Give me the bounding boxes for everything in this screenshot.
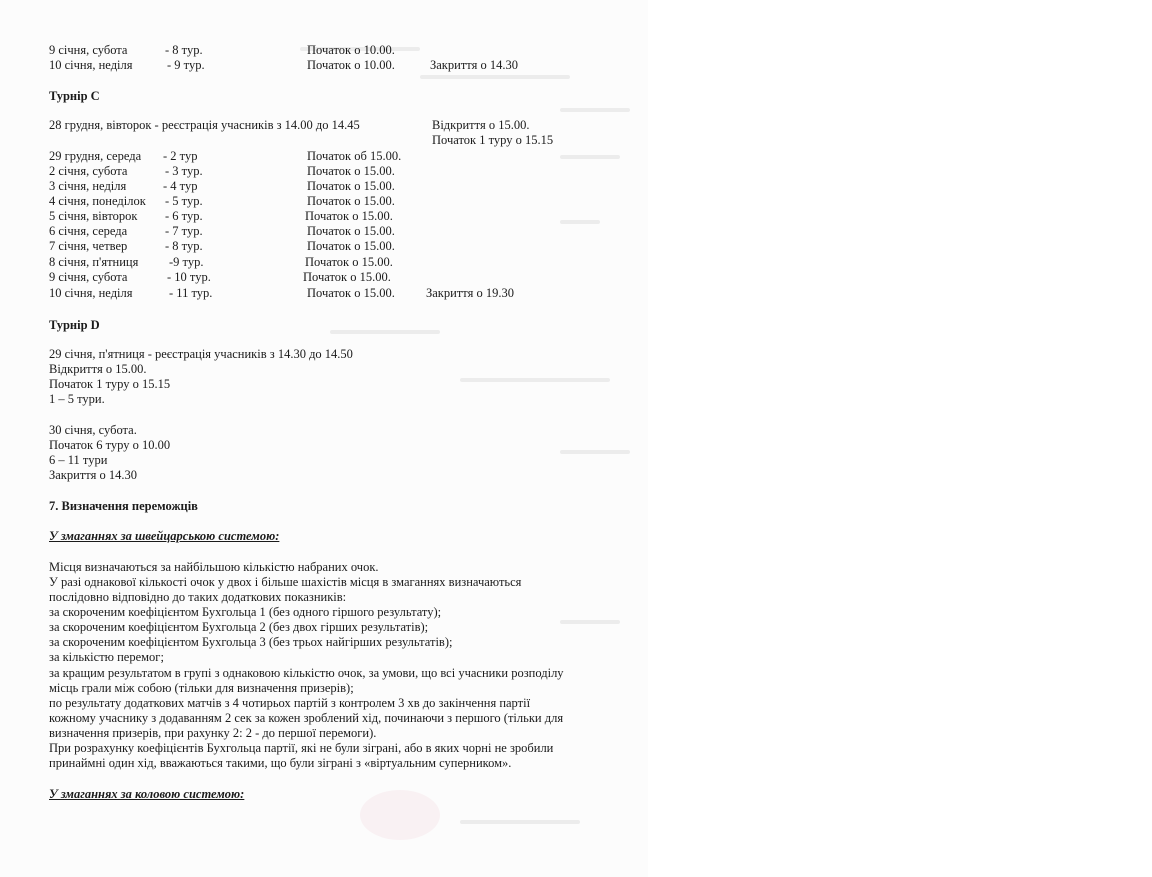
paragraph-line: При розрахунку коефіцієнтів Бухгольца партії, які не були зіграні, або в яких чорні не зробили [49,741,554,755]
tournament-d-title: Турнір D [49,318,100,332]
tournament-d-line: 29 січня, п'ятниця - реєстрація учасників з 14.30 до 14.50 [49,347,353,361]
schedule-date: 2 січня, субота [49,164,128,178]
schedule-start: Початок о 15.00. [307,224,395,238]
schedule-round: - 9 тур. [167,58,205,72]
schedule-start: Початок о 15.00. [305,209,393,223]
schedule-date: 4 січня, понеділок [49,194,146,208]
paragraph-line: послідовно відповідно до таких додаткових показників: [49,590,347,604]
round-robin-heading: У змаганнях за коловою системою: [49,787,245,801]
tournament-c-opening: Відкриття о 15.00. [432,118,530,132]
tournament-d-line: 30 січня, субота. [49,423,137,437]
schedule-round: - 11 тур. [169,286,213,300]
schedule-start: Початок о 15.00. [307,164,395,178]
schedule-closing: Закриття о 19.30 [426,286,514,300]
tournament-c-round1: Початок 1 туру о 15.15 [432,133,554,147]
bleed-through-mark [460,820,580,824]
section-title: 7. Визначення переможців [49,499,198,513]
schedule-date: 7 січня, четвер [49,239,128,253]
schedule-round: -9 тур. [169,255,204,269]
schedule-round: - 8 тур. [165,43,203,57]
schedule-start: Початок о 15.00. [307,179,395,193]
bleed-through-mark [560,155,620,159]
schedule-start: Початок о 15.00. [303,270,391,284]
schedule-date: 9 січня, субота [49,43,128,57]
schedule-round: - 6 тур. [165,209,203,223]
swiss-system-heading: У змаганнях за швейцарською системою: [49,529,280,543]
schedule-start: Початок о 15.00. [305,255,393,269]
schedule-start: Початок о 10.00. [307,43,395,57]
schedule-date: 29 грудня, середа [49,149,142,163]
bleed-through-mark [330,330,440,334]
schedule-round: - 10 тур. [167,270,211,284]
schedule-round: - 2 тур [163,149,198,163]
schedule-date: 6 січня, середа [49,224,128,238]
paragraph-line: за скороченим коефіцієнтом Бухгольца 2 (без двох гірших результатів); [49,620,429,634]
paragraph-line: Місця визначаються за найбільшою кількістю набраних очок. [49,560,379,574]
schedule-start: Початок о 15.00. [307,286,395,300]
paragraph-line: У разі однакової кількості очок у двох і більше шахістів місця в змаганнях визначаються [49,575,522,589]
paragraph-line: за кращим результатом в групі з однаковою кількістю очок, за умови, що всі учасники розподілу [49,666,564,680]
tournament-d-line: 1 – 5 тури. [49,392,105,406]
bleed-through-mark [560,450,630,454]
schedule-round: - 3 тур. [165,164,203,178]
schedule-round: - 7 тур. [165,224,203,238]
bleed-through-mark [460,378,610,382]
bleed-through-mark [560,108,630,112]
tournament-d-line: 6 – 11 тури [49,453,108,467]
schedule-start: Початок о 10.00. [307,58,395,72]
tournament-d-line: Відкриття о 15.00. [49,362,147,376]
schedule-round: - 5 тур. [165,194,203,208]
schedule-closing: Закриття о 14.30 [430,58,518,72]
schedule-date: 10 січня, неділя [49,58,133,72]
bleed-through-mark [560,620,620,624]
tournament-c-title: Турнір С [49,89,100,103]
tournament-d-line: Початок 1 туру о 15.15 [49,377,171,391]
paragraph-line: по результату додаткових матчів з 4 чотирьох партій з контролем 3 хв до закінчення партії [49,696,531,710]
tournament-c-registration: 28 грудня, вівторок - реєстрація учасників з 14.00 до 14.45 [49,118,360,132]
faint-stamp-mark [360,790,440,840]
schedule-round: - 8 тур. [165,239,203,253]
schedule-round: - 4 тур [163,179,198,193]
schedule-start: Початок о 15.00. [307,239,395,253]
schedule-start: Початок о 15.00. [307,194,395,208]
bleed-through-mark [420,75,570,79]
tournament-d-line: Закриття о 14.30 [49,468,137,482]
schedule-date: 10 січня, неділя [49,286,133,300]
schedule-date: 3 січня, неділя [49,179,127,193]
paragraph-line: місць грали між собою (тільки для визначення призерів); [49,681,354,695]
schedule-start: Початок об 15.00. [307,149,402,163]
schedule-date: 9 січня, субота [49,270,128,284]
paragraph-line: принаймні один хід, вважаються такими, що були зіграні з «віртуальним суперником». [49,756,512,770]
bleed-through-mark [560,220,600,224]
paragraph-line: за кількістю перемог; [49,650,164,664]
paragraph-line: визначення призерів, при рахунку 2: 2 - до першої перемоги). [49,726,377,740]
schedule-date: 8 січня, п'ятниця [49,255,139,269]
paragraph-line: за скороченим коефіцієнтом Бухгольца 3 (без трьох найгірших результатів); [49,635,453,649]
paragraph-line: кожному учаснику з додаванням 2 сек за кожен зроблений хід, починаючи з першого (тільки для [49,711,564,725]
paragraph-line: за скороченим коефіцієнтом Бухгольца 1 (без одного гіршого результату); [49,605,442,619]
tournament-d-line: Початок 6 туру о 10.00 [49,438,171,452]
schedule-date: 5 січня, вівторок [49,209,138,223]
